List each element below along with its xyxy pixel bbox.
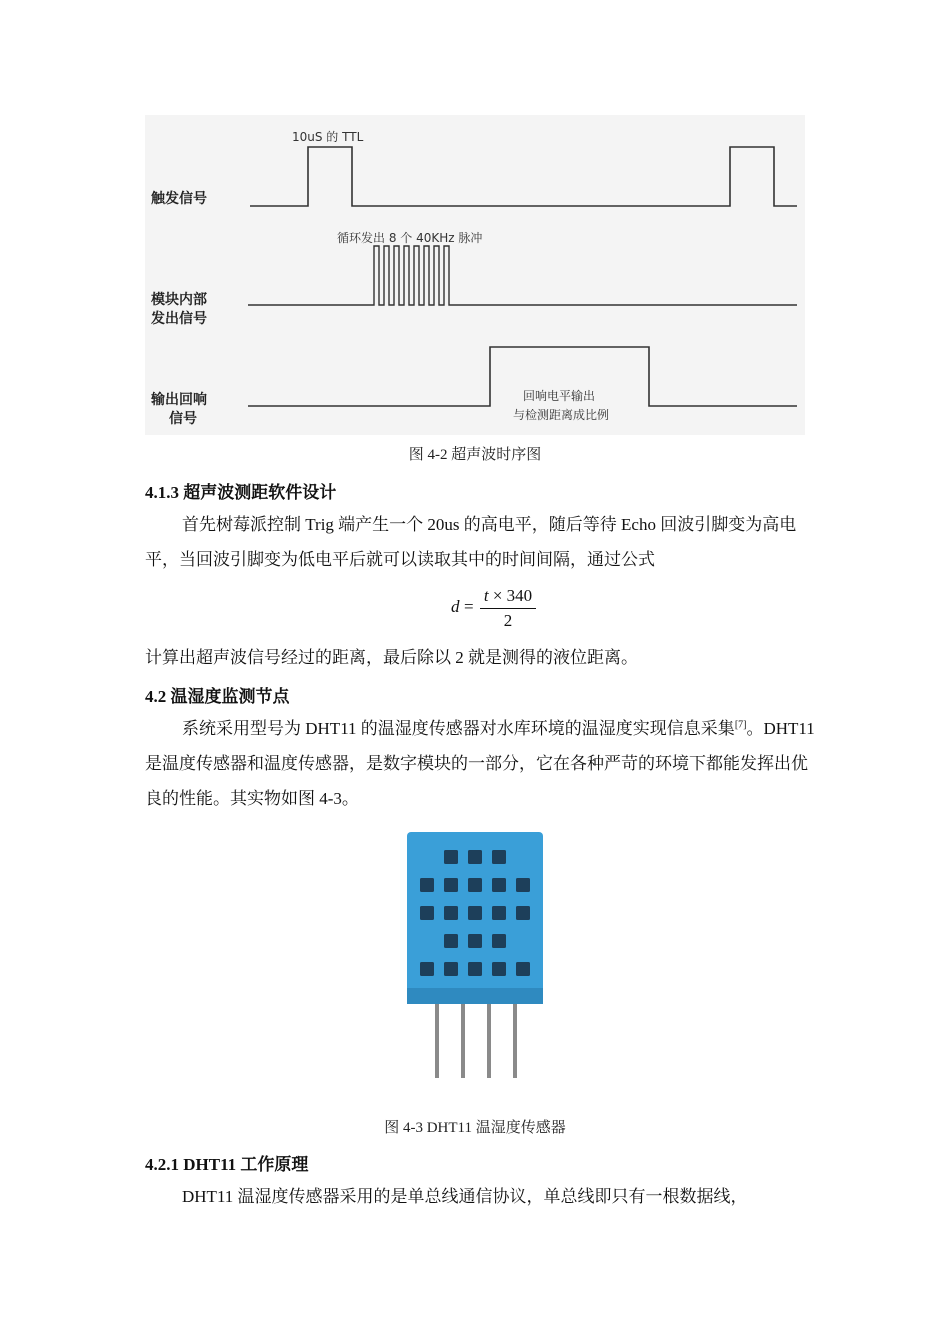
figure-4-3-caption: 图 4-3 DHT11 温湿度传感器 xyxy=(384,1120,566,1136)
timing-diagram xyxy=(145,115,805,435)
section-4-2-heading: 4.2 温湿度监测节点 xyxy=(145,687,290,706)
section-4-1-3-paragraph: 首先树莓派控制 Trig 端产生一个 20us 的高电平，随后等待 Echo 回波引脚变为高电平，当回波引脚变为低电平后就可以读取其中的时间间隔，通过公式 xyxy=(145,515,797,569)
grille-slot xyxy=(468,906,482,920)
echo-annotation-line1: 回响电平输出 xyxy=(523,389,596,403)
section-4-1-3-conclusion: 计算出超声波信号经过的距离，最后除以 2 就是测得的液位距离。 xyxy=(145,648,638,667)
output-label-line2: 信号 xyxy=(169,411,197,427)
formula-numerator-var: t xyxy=(483,586,489,605)
section-4-2-1-heading: 4.2.1 DHT11 工作原理 xyxy=(145,1155,309,1174)
trigger-waveform xyxy=(250,147,797,206)
grille-slot xyxy=(444,850,458,864)
grille-slot xyxy=(444,934,458,948)
grille-slot xyxy=(516,906,530,920)
grille-slot xyxy=(444,962,458,976)
grille-slot xyxy=(492,850,506,864)
grille-slot xyxy=(420,906,434,920)
formula-numerator xyxy=(480,586,536,606)
formula-equals: = xyxy=(464,597,474,616)
grille-slot xyxy=(468,934,482,948)
dht11-sensor-svg xyxy=(400,828,550,1083)
burst-annotation: 循环发出 8 个 40KHz 脉冲 xyxy=(337,231,483,245)
echo-annotation-line2: 与检测距离成比例 xyxy=(513,408,610,422)
burst-waveform xyxy=(248,246,797,305)
grille-slot xyxy=(468,962,482,976)
timing-diagram-svg xyxy=(145,115,805,435)
grille-slot xyxy=(420,878,434,892)
section-4-1-3-heading: 4.1.3 超声波测距软件设计 xyxy=(145,483,337,502)
dht11-sensor-image xyxy=(400,828,550,1083)
sensor-pins xyxy=(435,996,517,1078)
formula-numerator-rest: × 340 xyxy=(488,586,533,605)
section-4-2-paragraph xyxy=(145,711,815,816)
grille-slot xyxy=(516,962,530,976)
formula-denominator: 2 xyxy=(503,611,513,630)
trigger-label: 触发信号 xyxy=(151,191,207,207)
grille-slot xyxy=(492,878,506,892)
grille-slot xyxy=(492,934,506,948)
citation-ref: [7] xyxy=(734,719,747,731)
output-label-line1: 输出回响 xyxy=(151,392,207,408)
grille-slot xyxy=(492,906,506,920)
sensor-base xyxy=(407,988,543,1004)
grille-slot xyxy=(444,878,458,892)
figure-4-2-caption: 图 4-2 超声波时序图 xyxy=(408,447,542,463)
module-label-line1: 模块内部 xyxy=(151,292,207,308)
grille-slot xyxy=(468,878,482,892)
module-label-line2: 发出信号 xyxy=(151,311,207,327)
grille-slot xyxy=(516,878,530,892)
grille-slot xyxy=(468,850,482,864)
grille-slot xyxy=(492,962,506,976)
section-4-2-text-b: 。DHT11 是温度传感器和温度传感器，是数字模块的一部分，它在各种严苛的环境下都能发挥出优良的性能。其实物如图 4-3。 xyxy=(145,719,815,808)
grille-slot xyxy=(420,962,434,976)
distance-formula xyxy=(451,586,571,634)
grille-slot xyxy=(444,906,458,920)
section-4-2-1-paragraph: DHT11 温湿度传感器采用的是单总线通信协议，单总线即只有一根数据线， xyxy=(182,1187,748,1206)
section-4-2-text-a: 系统采用型号为 DHT11 的温湿度传感器对水库环境的温湿度实现信息采集 xyxy=(182,719,735,738)
formula-lhs: d xyxy=(451,597,460,616)
ttl-annotation: 10uS 的 TTL xyxy=(292,130,364,144)
fraction-bar xyxy=(480,608,536,609)
